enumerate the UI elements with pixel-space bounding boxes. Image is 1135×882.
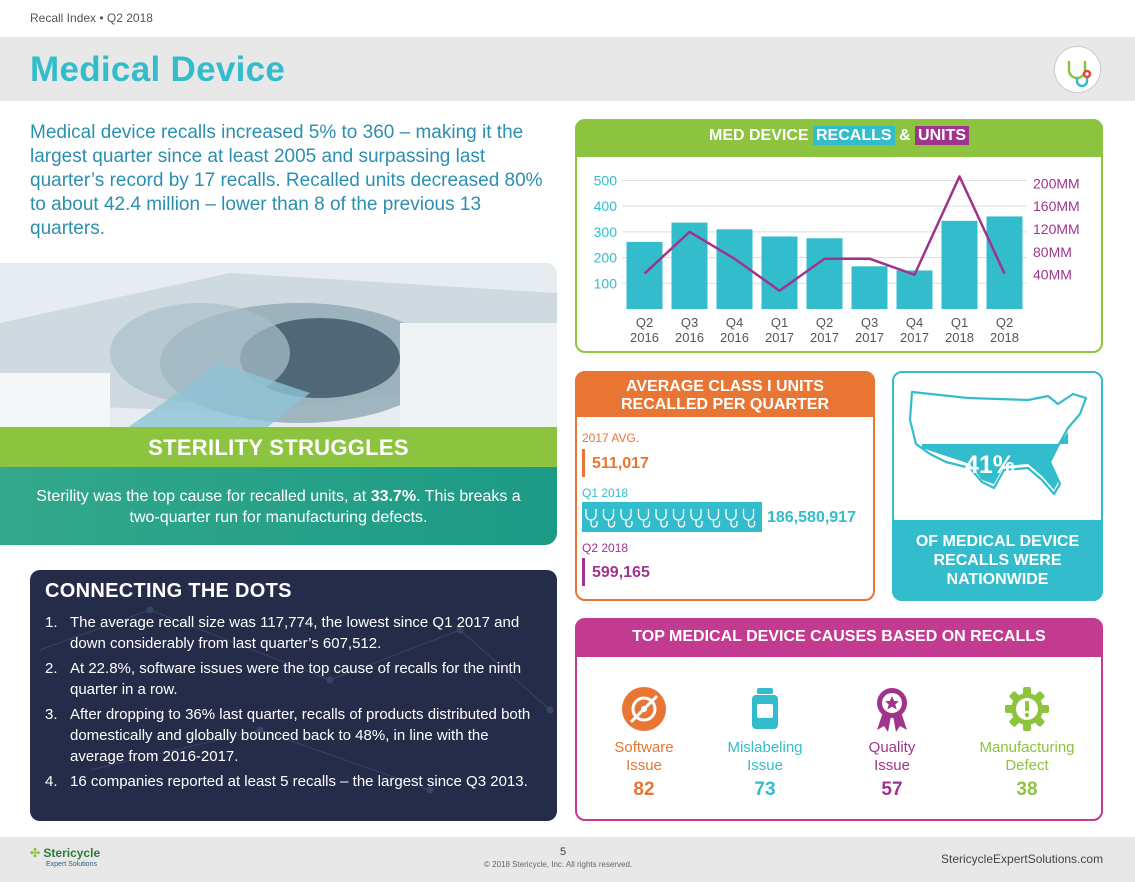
chart-title: MED DEVICE RECALLS & UNITS bbox=[575, 127, 1103, 145]
cause-software-issue: Software Issue 82 bbox=[584, 684, 704, 801]
left-axis-tick-label: 400 bbox=[593, 198, 617, 215]
copyright: © 2018 Stericycle, Inc. All rights reserved. bbox=[484, 860, 633, 869]
row-label-q2-2018: Q2 2018 bbox=[582, 541, 629, 555]
value-q2-2018: 599,165 bbox=[592, 564, 650, 581]
x-tick-label: 2018 bbox=[945, 330, 974, 345]
bar bbox=[672, 223, 708, 309]
us-map-icon bbox=[908, 384, 1088, 504]
jar-icon bbox=[740, 684, 790, 734]
bar-2017-avg bbox=[582, 449, 585, 477]
x-tick-label: Q3 bbox=[860, 315, 879, 330]
connecting-dots-title: CONNECTING THE DOTS bbox=[45, 580, 292, 602]
right-axis-tick-label: 200MM bbox=[1033, 175, 1080, 192]
award-icon bbox=[867, 684, 917, 734]
report-label: Recall Index • Q2 2018 bbox=[30, 11, 153, 25]
stethoscope-icon bbox=[639, 509, 650, 527]
top-causes-title: TOP MEDICAL DEVICE CAUSES BASED ON RECALLS bbox=[632, 628, 1046, 645]
intro-paragraph: Medical device recalls increased 5% to 360 – making it the largest quarter since at least 2005 and surpassing last quarter’s record by 17 recalls. Recalled units decreased 80% to about 42.4 million – lower than 8 of the previous 13 quarters. bbox=[30, 122, 543, 239]
x-tick-label: 2016 bbox=[630, 330, 659, 345]
page-title: Medical Device bbox=[30, 50, 286, 89]
bar bbox=[807, 238, 843, 309]
stethoscope-icon bbox=[709, 509, 720, 527]
left-axis-tick-label: 200 bbox=[593, 249, 617, 266]
stethoscope-icon bbox=[586, 509, 597, 527]
page-number: 5 bbox=[560, 846, 567, 858]
cause-quality-issue: Quality Issue 57 bbox=[832, 684, 952, 801]
gear-icon bbox=[1002, 684, 1052, 734]
value-2017-avg: 511,017 bbox=[592, 455, 649, 472]
class-i-title: AVERAGE CLASS I UNITS RECALLED PER QUARTER bbox=[620, 378, 829, 413]
stethoscope-icon bbox=[726, 509, 737, 527]
bar bbox=[942, 221, 978, 309]
x-tick-label: Q1 bbox=[950, 315, 969, 330]
x-tick-label: Q4 bbox=[725, 315, 744, 330]
value-q1-2018: 186,580,917 bbox=[767, 509, 856, 526]
row-label-2017-avg: 2017 AVG. bbox=[582, 431, 640, 445]
x-tick-label: Q2 bbox=[635, 315, 654, 330]
disc-icon bbox=[619, 684, 669, 734]
x-tick-label: 2016 bbox=[675, 330, 704, 345]
stethoscope-logo bbox=[1054, 46, 1101, 93]
stericycle-logo: ✣ Stericycle bbox=[30, 846, 101, 860]
nationwide-percent: 41% bbox=[965, 451, 1016, 479]
x-tick-label: 2017 bbox=[810, 330, 839, 345]
row-label-q1-2018: Q1 2018 bbox=[582, 486, 629, 500]
cause-mislabeling-issue: Mislabeling Issue 73 bbox=[705, 684, 825, 801]
x-tick-label: 2018 bbox=[990, 330, 1019, 345]
bar bbox=[627, 242, 663, 309]
stethoscope-icon bbox=[1055, 47, 1102, 94]
right-axis-tick-label: 160MM bbox=[1033, 198, 1080, 215]
logo-mark-icon: ✣ bbox=[30, 846, 41, 860]
list-item: 2. At 22.8%, software issues were the top cause of recalls for the ninth quarter in a row. bbox=[45, 660, 522, 698]
bar bbox=[762, 236, 798, 309]
left-axis-tick-label: 100 bbox=[593, 275, 617, 292]
x-tick-label: Q1 bbox=[770, 315, 789, 330]
bar bbox=[897, 270, 933, 309]
nationwide-caption: OF MEDICAL DEVICE RECALLS WERE NATIONWIDE bbox=[915, 533, 1080, 588]
list-item: 1. The average recall size was 117,774, the lowest since Q1 2017 and down considerably from last quarter’s 607,512. bbox=[45, 614, 520, 652]
x-tick-label: Q2 bbox=[995, 315, 1014, 330]
bar-q1-2018 bbox=[582, 502, 762, 532]
x-tick-label: Q4 bbox=[905, 315, 924, 330]
bar bbox=[852, 266, 888, 309]
stethoscope-icon bbox=[604, 509, 615, 527]
x-tick-label: Q2 bbox=[815, 315, 834, 330]
x-tick-label: 2016 bbox=[720, 330, 749, 345]
cause-manufacturing-defect: Manufacturing Defect 38 bbox=[967, 684, 1087, 801]
x-tick-label: Q3 bbox=[680, 315, 699, 330]
right-axis-tick-label: 40MM bbox=[1033, 266, 1072, 283]
connecting-dots-list bbox=[45, 612, 540, 796]
stethoscope-icon bbox=[621, 509, 632, 527]
bar-q2-2018 bbox=[582, 558, 585, 586]
x-tick-label: 2017 bbox=[900, 330, 929, 345]
sterility-text: Sterility was the top cause for recalled units, at 33.7%. This breaks a two-quarter run for manufacturing defects. bbox=[36, 488, 521, 526]
stericycle-logo-sub: Expert Solutions bbox=[46, 861, 97, 868]
list-item: 3. After dropping to 36% last quarter, recalls of products distributed both domestically and globally bounced back to 48%, in line with the average from 2016-2017. bbox=[45, 706, 531, 765]
list-item: 4. 16 companies reported at least 5 recalls – the largest since Q3 2013. bbox=[45, 773, 528, 790]
sterility-heading: STERILITY STRUGGLES bbox=[148, 435, 409, 460]
stethoscope-icon bbox=[744, 509, 755, 527]
right-axis-tick-label: 80MM bbox=[1033, 243, 1072, 260]
left-axis-tick-label: 500 bbox=[593, 172, 617, 189]
recalls-units-chart bbox=[577, 157, 1101, 351]
x-tick-label: 2017 bbox=[765, 330, 794, 345]
x-tick-label: 2017 bbox=[855, 330, 884, 345]
stethoscope-icon bbox=[656, 509, 667, 527]
right-axis-tick-label: 120MM bbox=[1033, 221, 1080, 237]
left-axis-tick-label: 300 bbox=[593, 223, 617, 240]
website-link[interactable]: StericycleExpertSolutions.com bbox=[941, 852, 1104, 866]
stethoscope-icon bbox=[691, 509, 702, 527]
stethoscope-icon bbox=[674, 509, 685, 527]
bar bbox=[987, 216, 1023, 309]
